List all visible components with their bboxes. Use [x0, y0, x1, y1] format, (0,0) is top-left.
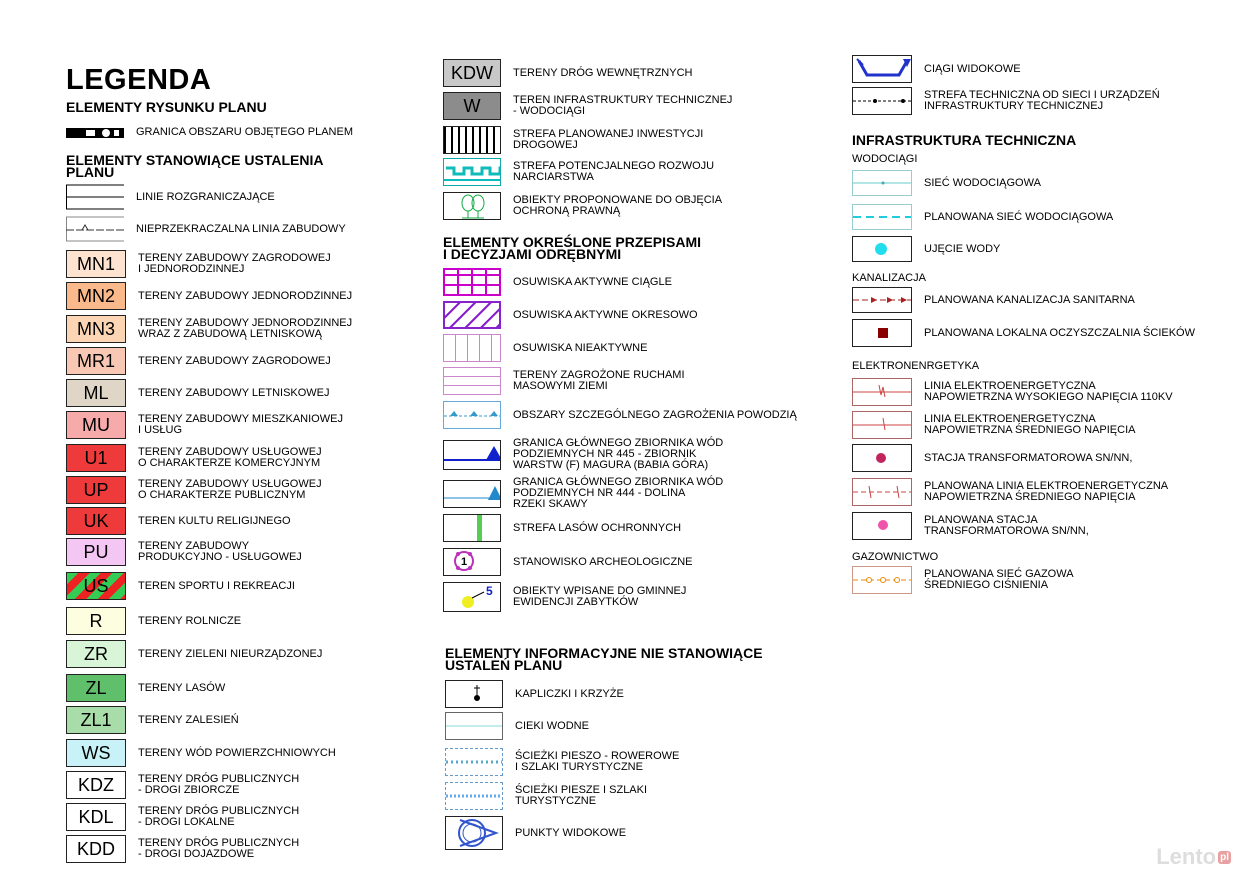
zone-code-box: KDZ: [66, 771, 126, 799]
legend-item-zone: [66, 507, 291, 535]
mass-movement-symbol: [443, 367, 501, 395]
transformer-station-icon: [852, 444, 912, 472]
tree-icon: [443, 192, 501, 220]
zone-code-box: UP: [66, 476, 126, 504]
legend-item-sciezki-piesze: [445, 782, 647, 810]
treatment-plant-icon: [852, 319, 912, 347]
legend-item-plan-stacja: [852, 512, 1089, 540]
planned-power-line-symbol: [852, 478, 912, 506]
item-label: GRANICA GŁÓWNEGO ZBIORNIKA WÓD PODZIEMNYCH NR 444 - DOLINA RZEKI SKAWY: [513, 476, 724, 510]
legend-item-lasy-ochronne: [443, 514, 681, 542]
item-label: OSUWISKA AKTYWNE OKRESOWO: [513, 308, 698, 321]
gzwp-boundary-symbol: [443, 480, 501, 508]
item-label: TEREN SPORTU I REKREACJI: [138, 579, 295, 592]
item-label: OSUWISKA AKTYWNE CIĄGLE: [513, 275, 672, 288]
item-label: CIEKI WODNE: [515, 719, 589, 732]
legend-item-nieprzekraczalna: [66, 216, 346, 242]
legend-item-zone: [66, 640, 322, 668]
ski-zone-symbol: [443, 158, 501, 186]
item-label: GRANICA OBSZARU OBJĘTEGO PLANEM: [136, 125, 353, 138]
legend-item-zone: [66, 803, 299, 831]
legend-item-zone: [66, 411, 343, 439]
svg-text:1: 1: [460, 556, 468, 568]
legend-item-ujecie: [852, 236, 1000, 262]
zone-code-box: MU: [66, 411, 126, 439]
flood-zone-symbol: [443, 401, 501, 429]
zone-code-box: WS: [66, 739, 126, 767]
legend-item-zone: [66, 739, 336, 767]
legend-item-zone: [66, 315, 352, 343]
boundary-line-symbol: [66, 118, 124, 146]
item-label: SIEĆ WODOCIĄGOWA: [924, 176, 1041, 189]
item-label: TERENY ZABUDOWY LETNISKOWEJ: [138, 386, 330, 399]
item-label: STREFA PLANOWANEJ INWESTYCJI DROGOWEJ: [513, 128, 704, 151]
item-label: TERENY ZABUDOWY USŁUGOWEJ O CHARAKTERZE PUBLICZNYM: [138, 478, 322, 501]
item-label: TERENY ZABUDOWY PRODUKCYJNO - USŁUGOWEJ: [138, 540, 302, 563]
item-label: PLANOWANA STACJA TRANSFORMATOROWA SN/NN,: [924, 514, 1089, 537]
sewer-line-symbol: [852, 287, 912, 313]
section-heading-przepisy: ELEMENTY OKREŚLONE PRZEPISAMI I DECYZJAMI ODRĘBNYMI: [443, 234, 701, 262]
watermark-text: Lento: [1156, 844, 1217, 869]
zone-code-box: KDL: [66, 803, 126, 831]
subheading-kanalizacja: KANALIZACJA: [852, 272, 926, 284]
legend-item-w: [443, 92, 732, 120]
zone-code-box: MN3: [66, 315, 126, 343]
legend-item-stacja: [852, 444, 1132, 472]
bike-path-symbol: [445, 748, 503, 776]
legend-item-zone: [66, 706, 239, 734]
item-label: TERENY ZABUDOWY JEDNORODZINNEJ WRAZ Z ZABUDOWĄ LETNISKOWĄ: [138, 317, 353, 340]
item-label: STANOWISKO ARCHEOLOGICZNE: [513, 555, 693, 568]
zone-code-box: UK: [66, 507, 126, 535]
item-label: KAPLICZKI I KRZYŻE: [515, 687, 624, 700]
zone-code-box: KDW: [443, 59, 501, 87]
legend-item-plan-gaz: [852, 566, 1074, 594]
item-label: TERENY ZABUDOWY MIESZKANIOWEJ I USŁUG: [138, 413, 343, 436]
item-label: OBIEKTY PROPONOWANE DO OBJĘCIA OCHRONĄ PRAWNĄ: [513, 194, 723, 217]
item-label: CIĄGI WIDOKOWE: [924, 62, 1021, 75]
legend-item-plan-linia: [852, 478, 1168, 506]
item-label: PLANOWANA KANALIZACJA SANITARNA: [924, 293, 1135, 306]
zone-code-box: U1: [66, 444, 126, 472]
landslide-inactive-symbol: [443, 334, 501, 362]
zone-code-box: ZR: [66, 640, 126, 668]
water-intake-icon: [852, 236, 912, 262]
item-label: TERENY ZABUDOWY ZAGRODOWEJ: [138, 354, 331, 367]
item-label: OBSZARY SZCZEGÓLNEGO ZAGROŻENIA POWODZIĄ: [513, 408, 797, 421]
item-label: ŚCIEŻKI PIESZO - ROWEROWE I SZLAKI TURYSTYCZNE: [515, 750, 680, 773]
legend-item-narciarstwo: [443, 158, 714, 186]
zone-code-box: R: [66, 607, 126, 635]
item-label: TERENY DRÓG PUBLICZNYCH - DROGI DOJAZDOWE: [138, 837, 300, 860]
legend-item-osuwiska-okresowo: [443, 301, 698, 329]
legend-item-gzwp445: [443, 438, 723, 471]
line-symbol: [66, 184, 124, 210]
technical-zone-symbol: [852, 87, 912, 115]
legend-item-plan-siec-wod: [852, 204, 1113, 230]
heritage-object-icon: [443, 582, 501, 612]
zone-code-box: US: [66, 572, 126, 600]
zone-code-box: ZL: [66, 674, 126, 702]
legend-item-zone: [66, 282, 352, 310]
hatched-symbol: [443, 126, 501, 154]
zone-code-box: ZL1: [66, 706, 126, 734]
item-label: TERENY LASÓW: [138, 681, 226, 694]
item-label: TERENY ZABUDOWY JEDNORODZINNEJ: [138, 289, 353, 302]
walking-path-symbol: [445, 782, 503, 810]
item-label: ŚCIEŻKI PIESZE I SZLAKI TURYSTYCZNE: [515, 784, 648, 807]
legend-item-strefa-drogowej: [443, 126, 703, 154]
legend-item-punkty: [445, 816, 626, 850]
item-label: OBIEKTY WPISANE DO GMINNEJ EWIDENCJI ZABYTKÓW: [513, 585, 687, 608]
section-heading-infra: INFRASTRUKTURA TECHNICZNA: [852, 132, 1077, 148]
item-label: PLANOWANA SIEĆ GAZOWA ŚREDNIEGO CIŚNIENIA: [924, 568, 1074, 591]
legend-item-cieki: [445, 712, 589, 740]
subheading-elektro: ELEKTRONENRGETYKA: [852, 360, 980, 372]
legend-item-zone: [66, 250, 331, 278]
item-label: TERENY ZALESIEŃ: [138, 713, 239, 726]
high-voltage-line-symbol: [852, 378, 912, 406]
item-label: OSUWISKA NIEAKTYWNE: [513, 341, 648, 354]
legend-item-granica: [66, 118, 353, 146]
legend-item-sciezki-rowerowe: [445, 748, 679, 776]
legend-item-zagrozone: [443, 367, 685, 395]
legend-item-linia-110: [852, 378, 1173, 406]
watercourse-symbol: [445, 712, 503, 740]
item-label: LINIA ELEKTROENERGETYCZNA NAPOWIETRZNA WYSOKIEGO NAPIĘCIA 110KV: [924, 380, 1173, 403]
legend-item-zone: [66, 379, 330, 407]
planned-transformer-icon: [852, 512, 912, 540]
legend-item-kapliczki: [445, 680, 624, 708]
zone-code-box: MN2: [66, 282, 126, 310]
gzwp-boundary-symbol: [443, 440, 501, 470]
planned-water-network-symbol: [852, 204, 912, 230]
legend-item-plan-kan: [852, 287, 1135, 313]
legend-item-plan-oczysz: [852, 319, 1195, 347]
legend-item-zone: [66, 835, 299, 863]
legend-title: LEGENDA: [66, 64, 212, 96]
archaeology-site-icon: [443, 548, 501, 576]
item-label: LINIE ROZGRANICZAJĄCE: [136, 190, 275, 203]
section-heading-rysunku: ELEMENTY RYSUNKU PLANU: [66, 99, 267, 115]
legend-item-siec-wod: [852, 170, 1041, 196]
legend-item-strefa-techniczna: [852, 87, 1160, 115]
zone-code-box: PU: [66, 538, 126, 566]
section-heading-ustalenia: ELEMENTY STANOWIĄCE USTALENIA PLANU: [66, 152, 324, 180]
protective-forest-symbol: [443, 514, 501, 542]
item-label: TERENY ROLNICZE: [138, 614, 242, 627]
legend-item-linie: [66, 184, 275, 210]
item-label: TERENY DRÓG PUBLICZNYCH - DROGI LOKALNE: [138, 805, 300, 828]
viewpoint-icon: [445, 816, 503, 850]
legend-item-zone: [66, 444, 322, 472]
item-label: UJĘCIE WODY: [924, 242, 1001, 255]
item-label: TERENY ZIELENI NIEURZĄDZONEJ: [138, 647, 323, 660]
chapel-cross-icon: [445, 680, 503, 708]
item-label: LINIA ELEKTROENERGETYCZNA NAPOWIETRZNA ŚREDNIEGO NAPIĘCIA: [924, 413, 1136, 436]
item-label: TERENY WÓD POWIERZCHNIOWYCH: [138, 746, 336, 759]
item-label: PLANOWANA SIEĆ WODOCIĄGOWA: [924, 210, 1114, 223]
legend-item-kdw: [443, 59, 692, 87]
legend-item-ciagi: [852, 55, 1021, 83]
zone-code-box: KDD: [66, 835, 126, 863]
item-label: TERENY ZAGROŻONE RUCHAMI MASOWYMI ZIEMI: [513, 369, 685, 392]
view-corridor-icon: [852, 55, 912, 83]
item-label: PUNKTY WIDOKOWE: [515, 826, 627, 839]
legend-item-linia-sn: [852, 411, 1135, 439]
svg-text:5: 5: [486, 584, 493, 598]
legend-item-zone: [66, 476, 322, 504]
section-heading-informacyjne: ELEMENTY INFORMACYJNE NIE STANOWIĄCE USTALEŃ PLANU: [445, 645, 763, 673]
building-line-symbol: [66, 216, 124, 242]
legend-item-osuwiska-nieaktywne: [443, 334, 647, 362]
water-network-symbol: [852, 170, 912, 196]
legend-item-zabytki: [443, 582, 686, 612]
zone-code-box: MR1: [66, 347, 126, 375]
item-label: STREFA POTENCJALNEGO ROZWOJU NARCIARSTWA: [513, 160, 715, 183]
item-label: TERENY DRÓG PUBLICZNYCH - DROGI ZBIORCZE: [138, 773, 300, 796]
medium-voltage-line-symbol: [852, 411, 912, 439]
legend-item-zone: [66, 347, 331, 375]
legend-item-zone: [66, 607, 241, 635]
gas-network-symbol: [852, 566, 912, 594]
legend-item-zone: [66, 771, 299, 799]
item-label: TEREN INFRASTRUKTURY TECHNICZNEJ - WODOCIĄGI: [513, 94, 733, 117]
legend-item-obiekty-ochrona: [443, 192, 722, 220]
item-label: TERENY DRÓG WEWNĘTRZNYCH: [513, 66, 693, 79]
legend-item-archeo: [443, 548, 693, 576]
watermark-logo: [1156, 843, 1231, 870]
item-label: GRANICA GŁÓWNEGO ZBIORNIKA WÓD PODZIEMNYCH NR 445 - ZBIORNIK WARSTW (F) MAGURA (BABIA GÓRA): [513, 437, 724, 471]
subheading-wodociagi: WODOCIĄGI: [852, 153, 918, 165]
item-label: STREFA LASÓW OCHRONNYCH: [513, 521, 682, 534]
legend-item-gzwp444: [443, 477, 723, 510]
item-label: STACJA TRANSFORMATOROWA SN/NN,: [924, 451, 1133, 464]
landslide-hatch-symbol: [443, 301, 501, 329]
zone-code-box: W: [443, 92, 501, 120]
legend-item-powodz: [443, 401, 797, 429]
item-label: TERENY ZABUDOWY USŁUGOWEJ O CHARAKTERZE KOMERCYJNYM: [138, 446, 322, 469]
legend-item-zone: [66, 538, 302, 566]
item-label: PLANOWANA LOKALNA OCZYSZCZALNIA ŚCIEKÓW: [924, 326, 1195, 339]
landslide-grid-symbol: [443, 268, 501, 296]
item-label: PLANOWANA LINIA ELEKTROENERGETYCZNA NAPOWIETRZNA ŚREDNIEGO NAPIĘCIA: [924, 480, 1169, 503]
zone-code-box: MN1: [66, 250, 126, 278]
legend-item-zone: [66, 572, 295, 600]
item-label: NIEPRZEKRACZALNA LINIA ZABUDOWY: [136, 222, 346, 235]
watermark-badge: pl: [1220, 851, 1229, 863]
zone-code-box: ML: [66, 379, 126, 407]
legend-item-zone: [66, 674, 225, 702]
item-label: TERENY ZABUDOWY ZAGRODOWEJ I JEDNORODZINNEJ: [138, 252, 331, 275]
item-label: STREFA TECHNICZNA OD SIECI I URZĄDZEŃ INFRASTRUKTURY TECHNICZNEJ: [924, 89, 1160, 112]
item-label: TEREN KULTU RELIGIJNEGO: [138, 514, 291, 527]
legend-item-osuwiska-ciagle: [443, 268, 672, 296]
subheading-gaz: GAZOWNICTWO: [852, 551, 939, 563]
